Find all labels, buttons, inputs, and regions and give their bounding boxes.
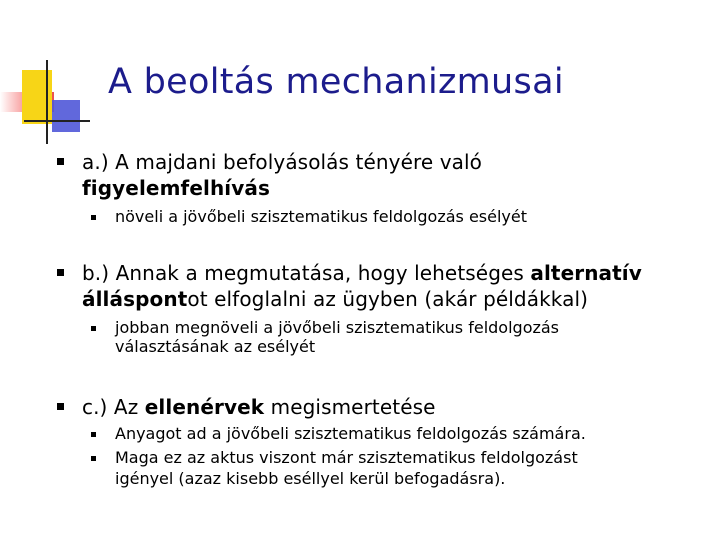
bullet-b xyxy=(57,269,64,276)
bullet-a xyxy=(57,158,64,165)
slide-title: A beoltás mechanizmusai xyxy=(108,62,564,102)
item-b-rest: ot elfoglalni az ügyben (akár példákkal) xyxy=(187,287,589,311)
item-a-line2 xyxy=(82,175,270,201)
item-a-bold: figyelemfelhívás xyxy=(82,176,270,200)
item-b-line1 xyxy=(82,260,642,286)
bullet-c xyxy=(57,403,64,410)
item-c-sub1: Anyagot ad a jövőbeli szisztematikus feldolgozás számára. xyxy=(115,424,586,443)
item-a-line1: a.) A majdani befolyásolás tényére való xyxy=(82,150,483,174)
logo-horizontal-line xyxy=(24,120,90,122)
item-b-sub1-line2: választásának az esélyét xyxy=(115,337,316,356)
item-c-suffix: megismertetése xyxy=(264,395,436,419)
item-b-bold2: álláspont xyxy=(82,287,188,311)
item-c-bold: ellenérvek xyxy=(144,395,265,419)
logo-blue-square xyxy=(52,100,80,132)
item-c-sub2-line1: Maga ez az aktus viszont már szisztematikus feldolgozást xyxy=(115,448,578,467)
bullet-c2 xyxy=(91,456,96,461)
item-c-line1 xyxy=(82,394,436,420)
item-b-prefix: b.) Annak a megmutatása, hogy lehetséges xyxy=(82,261,531,285)
item-b-bold1: alternatív xyxy=(530,261,642,285)
item-b-line2 xyxy=(82,286,588,312)
bullet-c1 xyxy=(91,432,96,437)
item-b-sub1-line1: jobban megnöveli a jövőbeli szisztematikus feldolgozás xyxy=(115,318,560,337)
bullet-b1 xyxy=(91,326,96,331)
item-c-prefix: c.) Az xyxy=(82,395,145,419)
item-c-sub2-line2: igényel (azaz kisebb eséllyel kerül befogadásra). xyxy=(115,469,506,488)
logo-vertical-line xyxy=(46,60,48,144)
bullet-a1 xyxy=(91,215,96,220)
item-a-sub1: növeli a jövőbeli szisztematikus feldolgozás esélyét xyxy=(115,207,527,226)
